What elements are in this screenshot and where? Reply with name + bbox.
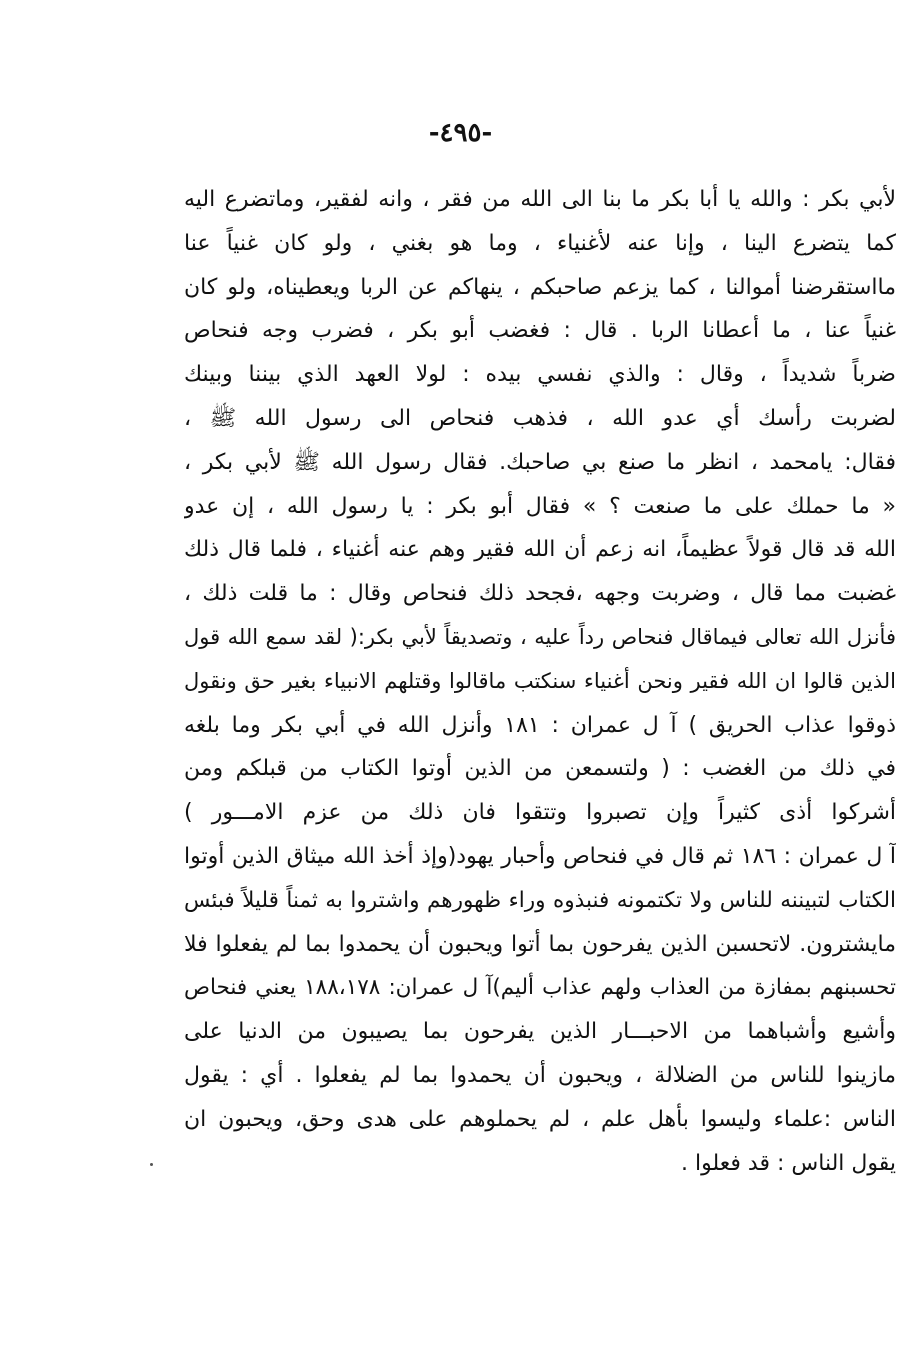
text-line: غضبت مما قال ، وضربت وجهه ،فجحد ذلك فنحاص وقال : ما قلت ذلك ، [184, 581, 896, 607]
text-line: آ ل عمران : ١٨٦ ثم قال في فنحاص وأحبار يهود(وإذ أخذ الله ميثاق الذين أوتوا [184, 843, 896, 869]
text-line: مايشترون. لاتحسبن الذين يفرحون بما أتوا ويحبون أن يحمدوا بما لم يفعلوا فلا [184, 931, 896, 957]
text-line: مازينوا للناس من الضلالة ، ويحبون أن يحمدوا بما لم يفعلوا . أي : يقول [184, 1062, 896, 1088]
text-line: الذين قالوا ان الله فقير ونحن أغنياء سنكتب ماقالوا وقتلهم الانبياء بغير حق ونقول [184, 668, 896, 693]
text-line: غنياً عنا ، ما أعطانا الربا . قال : فغضب أبو بكر ، فضرب وجه فنحاص [184, 318, 896, 344]
text-line: في ذلك من الغضب : ( ولتسمعن من الذين أوتوا الكتاب من قبلكم ومن [184, 756, 896, 782]
text-line: وأشيع وأشباهما من الاحبـــار الذين يفرحون بما يصيبون من الدنيا على [184, 1019, 896, 1045]
text-line: لأبي بكر : والله يا أبا بكر ما بنا الى الله من فقر ، وانه لفقير، وماتضرع اليه [184, 187, 896, 212]
text-line: الله قد قال قولاً عظيماً، انه زعم أن الله فقير وهم عنه أغنياء ، فلما قال ذلك [184, 537, 896, 563]
text-line: « ما حملك على ما صنعت ؟ » فقال أبو بكر : يا رسول الله ، إن عدو [184, 493, 896, 519]
text-line: لضربت رأسك أي عدو الله ، فذهب فنحاص الى رسول الله ﷺ ، [184, 405, 896, 431]
text-line: ضرباً شديداً ، وقال : والذي نفسي بيده : لولا العهد الذي بيننا وبينك [184, 362, 896, 388]
text-line: فأنزل الله تعالى فيماقال فنحاص رداً عليه ، وتصديقاً لأبي بكر:( لقد سمع الله قول [184, 624, 896, 649]
text-line-last: يقول الناس : قد فعلوا . [681, 1150, 896, 1176]
text-line: تحسبنهم بمفازة من العذاب ولهم عذاب أليم)آ ل عمران: ١٨٨،١٧٨ يعني فنحاص [184, 975, 896, 1001]
text-line: الناس :علماء وليسوا بأهل علم ، لم يحملوهم على هدى وحق، ويحبون ان [184, 1106, 896, 1132]
page-number: -٤٩٥- [428, 118, 493, 148]
ink-speck [150, 1163, 153, 1166]
text-line: فقال: يامحمد ، انظر ما صنع بي صاحبك. فقال رسول الله ﷺ لأبي بكر ، [184, 449, 896, 475]
text-line: أشركوا أذى كثيراً وإن تصبروا وتتقوا فان ذلك من عزم الامـــور ) [184, 800, 896, 826]
body-text [184, 178, 896, 1185]
text-line: مااستقرضنا أموالنا ، كما يزعم صاحبكم ، ينهاكم عن الربا ويعطيناه، ولو كان [184, 274, 896, 300]
text-line: الكتاب لتبيننه للناس ولا تكتمونه فنبذوه وراء ظهورهم واشتروا به ثمناً قليلاً فبئس [184, 887, 896, 913]
text-line: كما يتضرع الينا ، وإنا عنه لأغنياء ، وما هو بغني ، ولو كان غنياً عنا [184, 230, 896, 256]
text-line: ذوقوا عذاب الحريق ) آ ل عمران : ١٨١ وأنزل الله في أبي بكر وما بلغه [184, 712, 896, 738]
